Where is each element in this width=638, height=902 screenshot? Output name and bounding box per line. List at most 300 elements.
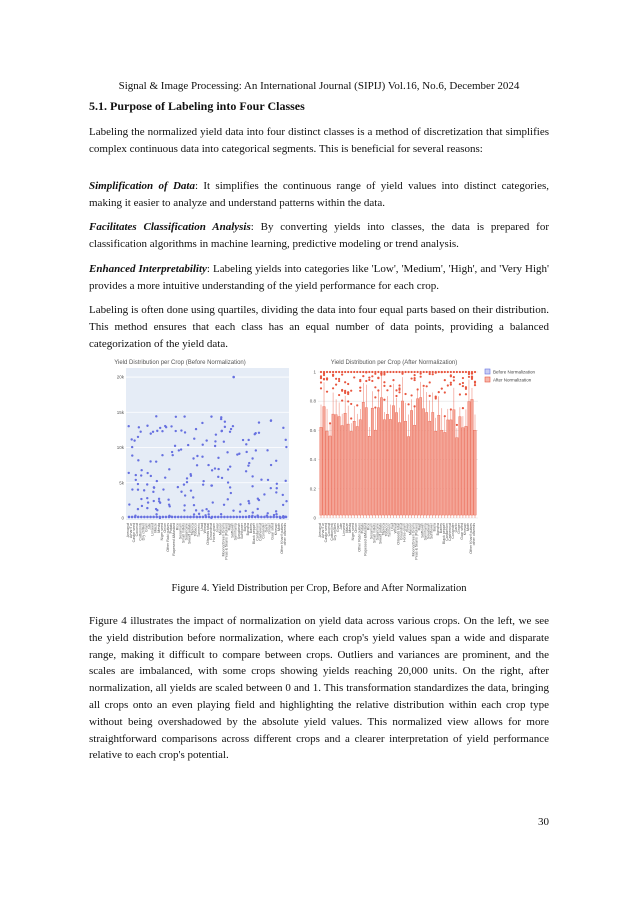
right-box	[320, 427, 322, 515]
right-box	[450, 420, 452, 515]
right-box	[471, 399, 473, 515]
right-outlier	[347, 400, 349, 402]
left-data-point	[217, 468, 219, 470]
left-xtick-label: Safflower	[230, 523, 235, 538]
left-data-point	[239, 503, 241, 505]
left-data-point	[131, 516, 134, 519]
left-data-point	[229, 516, 232, 519]
right-xtick-label: Garlic	[453, 523, 458, 533]
right-xtick-label: Coconut	[327, 523, 332, 537]
left-data-point	[239, 511, 241, 513]
left-data-point	[152, 491, 154, 493]
left-data-point	[232, 425, 234, 427]
right-outlier	[462, 377, 464, 379]
right-outlier	[341, 399, 343, 401]
right-outlier	[441, 371, 443, 373]
left-data-point	[198, 513, 200, 515]
left-data-point	[205, 439, 207, 441]
left-data-point	[195, 428, 197, 430]
right-outlier	[407, 371, 409, 373]
left-data-point	[127, 425, 129, 427]
left-data-point	[193, 437, 195, 439]
right-outlier	[444, 391, 446, 393]
right-outlier	[350, 417, 352, 419]
left-data-point	[247, 464, 249, 466]
right-outlier	[350, 371, 352, 373]
left-data-point	[248, 515, 250, 517]
left-data-point	[180, 429, 182, 431]
right-outlier	[456, 424, 458, 426]
left-data-point	[146, 472, 148, 474]
left-xtick-label: Peas & beans (Pulses)	[224, 523, 229, 560]
right-outlier	[471, 371, 473, 373]
left-data-point	[208, 516, 211, 519]
right-outlier	[374, 406, 376, 408]
right-outlier	[462, 407, 464, 409]
left-data-point	[223, 504, 225, 506]
left-xtick-label: Niger seed	[159, 523, 164, 541]
right-outlier	[353, 371, 355, 373]
right-outlier	[420, 376, 422, 378]
right-box	[398, 423, 400, 515]
right-outlier	[344, 390, 346, 392]
right-outlier	[432, 371, 434, 373]
right-box	[347, 424, 349, 515]
left-data-point	[137, 489, 139, 491]
right-outlier	[344, 381, 346, 383]
right-outlier	[410, 371, 412, 373]
left-data-point	[260, 516, 263, 519]
right-outlier	[395, 389, 397, 391]
left-data-point	[220, 430, 222, 432]
right-outlier	[414, 374, 416, 376]
right-outlier	[438, 391, 440, 393]
right-outlier	[389, 385, 391, 387]
right-outlier	[453, 379, 455, 381]
right-outlier	[377, 377, 379, 379]
left-data-point	[223, 516, 226, 519]
left-data-point	[155, 516, 158, 519]
right-box	[435, 431, 437, 515]
left-data-point	[138, 426, 140, 428]
right-box	[359, 420, 361, 515]
right-xtick-label: Safflower	[420, 523, 425, 538]
left-xtick-label: Oilseeds total	[206, 523, 211, 545]
right-box	[323, 407, 325, 515]
right-outlier	[444, 379, 446, 381]
left-data-point	[167, 499, 169, 501]
left-data-point	[285, 500, 287, 502]
left-data-point	[266, 514, 268, 516]
right-outlier	[323, 371, 325, 373]
right-xtick-label: Oilseeds total	[396, 523, 401, 545]
left-xtick-label: Coriander	[261, 523, 266, 539]
right-outlier	[398, 384, 400, 386]
right-xtick-label: Cotton(lint)	[330, 523, 335, 541]
left-xtick-label: Sugarcane	[184, 523, 189, 541]
right-outlier	[341, 389, 343, 391]
left-data-point	[159, 502, 161, 504]
left-data-point	[276, 483, 278, 485]
left-data-point	[217, 516, 220, 519]
left-xtick-label: Ginger	[267, 523, 272, 534]
left-xtick-label: Cashewnut	[258, 523, 263, 541]
right-box	[344, 413, 346, 515]
left-xtick-label: Tapioca	[190, 523, 195, 536]
right-outlier	[347, 371, 349, 373]
figure-discussion-paragraph: Figure 4 illustrates the impact of normalization on yield data across various crops. On the left, we see the yield distribution before normalization, where each crop's yield values span a wide and disparate range, making it difficult to compare between crops. Outliers and variances are prominent, and the scales are imbalanced, with some crops showing yields reaching 20,000 units. On the right, after normalization, all yields are scaled between 0 and 1. This transformation standardizes the data, bringing all crops onto an even playing field and highlighting the relative distribution within each crop type without being overshadowed by the absolute yield values. This normalized view allows for more straightforward comparisons across different crops and a clearer interpretation of yield performance relative to each crop's potential.	[89, 615, 549, 762]
right-outlier	[398, 391, 400, 393]
left-data-point	[275, 460, 277, 462]
right-outlier	[423, 385, 425, 387]
left-data-point	[175, 430, 177, 432]
left-data-point	[130, 438, 132, 440]
right-xtick-label: Other Kharif pulses	[468, 523, 473, 554]
right-outlier	[320, 387, 322, 389]
right-box	[377, 408, 379, 515]
left-xtick-label: Potato	[169, 523, 174, 534]
left-data-point	[245, 470, 247, 472]
right-outlier	[362, 375, 364, 377]
right-box	[465, 426, 467, 515]
left-data-point	[146, 425, 148, 427]
left-data-point	[258, 432, 260, 434]
left-data-point	[242, 439, 244, 441]
right-outlier	[459, 393, 461, 395]
right-outlier	[429, 371, 431, 373]
right-outlier	[417, 371, 419, 373]
right-box	[447, 420, 449, 515]
left-data-point	[159, 427, 161, 429]
right-xtick-label: Barley	[438, 523, 443, 534]
left-data-point	[141, 505, 143, 507]
left-data-point	[285, 446, 287, 448]
left-data-point	[270, 464, 272, 466]
right-outlier	[347, 391, 349, 393]
left-xtick-label: Garlic	[264, 523, 269, 533]
left-data-point	[257, 498, 259, 500]
left-xtick-label: Sesamum	[178, 523, 183, 540]
left-data-point	[192, 496, 194, 498]
left-data-point	[146, 516, 149, 519]
left-data-point	[156, 509, 158, 511]
right-outlier	[374, 371, 376, 373]
left-data-point	[152, 431, 154, 433]
right-outlier	[438, 371, 440, 373]
right-outlier	[389, 371, 391, 373]
left-data-point	[267, 479, 269, 481]
right-box	[326, 431, 328, 515]
right-outlier	[429, 373, 431, 375]
point-classification	[89, 219, 549, 253]
left-data-point	[164, 476, 166, 478]
left-xtick-label: Other Kharif pulses	[279, 523, 284, 554]
right-chart-title: Yield Distribution per Crop (After Normalization)	[330, 360, 458, 366]
point-text: : Labeling yields into categories like 'Low', 'Medium', 'High', and 'Very High' provides a more intuitive understanding of the yield performance for each crop.	[89, 263, 549, 292]
left-chart-title: Yield Distribution per Crop (Before Normalization)	[114, 360, 246, 366]
right-outlier	[374, 386, 376, 388]
left-data-point	[270, 487, 272, 489]
right-box	[444, 432, 446, 515]
left-data-point	[193, 513, 195, 515]
left-data-point	[251, 485, 253, 487]
left-data-point	[140, 469, 142, 471]
left-xtick-label: Guar seed	[270, 523, 275, 540]
left-data-point	[137, 436, 139, 438]
right-outlier	[377, 389, 379, 391]
right-ytick-label: 1	[313, 369, 316, 375]
right-outlier	[444, 415, 446, 417]
left-data-point	[162, 488, 164, 490]
right-outlier	[338, 380, 340, 382]
right-outlier	[371, 380, 373, 382]
right-outlier	[383, 385, 385, 387]
right-outlier	[359, 379, 361, 381]
left-data-point	[235, 516, 238, 519]
left-data-point	[146, 483, 148, 485]
right-outlier	[338, 371, 340, 373]
left-data-point	[149, 460, 151, 462]
point-text: : It simplifies the continuous range of yield values into distinct categories, making it easier to analyze and understand patterns within the data.	[89, 180, 549, 209]
right-xtick-label: Sunflower	[429, 523, 434, 539]
right-outlier	[359, 371, 361, 373]
left-xtick-label: Castor seed	[132, 523, 137, 543]
left-data-point	[215, 433, 217, 435]
left-data-point	[150, 475, 152, 477]
right-ytick-label: 0.6	[309, 427, 316, 433]
left-max-point	[232, 376, 235, 379]
point-term: Simplification of Data	[89, 180, 195, 192]
right-box	[371, 408, 373, 515]
left-data-point	[221, 477, 223, 479]
right-outlier	[338, 378, 340, 380]
right-box	[422, 409, 424, 515]
right-outlier	[429, 381, 431, 383]
right-outlier	[468, 373, 470, 375]
left-data-point	[165, 516, 168, 519]
right-outlier	[332, 387, 334, 389]
left-data-point	[162, 516, 165, 519]
left-xtick-label: Horse-gram	[212, 523, 217, 542]
right-xtick-label: Arhar/Tur	[321, 523, 326, 539]
left-data-point	[248, 462, 250, 464]
right-outlier	[320, 377, 322, 379]
right-box	[438, 415, 440, 515]
left-xtick-label: Black pepper	[252, 523, 257, 544]
right-xtick-label: Groundnut	[399, 523, 404, 540]
right-box	[416, 399, 418, 515]
right-outlier	[447, 384, 449, 386]
left-data-point	[140, 516, 143, 519]
right-outlier	[386, 389, 388, 391]
left-xtick-label: Rapeseed &Mustard	[172, 523, 177, 556]
left-data-point	[186, 516, 189, 519]
left-data-point	[242, 516, 245, 519]
left-data-point	[137, 508, 139, 510]
right-outlier	[471, 377, 473, 379]
left-data-point	[196, 464, 198, 466]
left-data-point	[183, 516, 186, 519]
right-xtick-label: Linseed	[342, 523, 347, 536]
right-ytick-label: 0	[313, 515, 316, 521]
left-data-point	[224, 421, 226, 423]
right-outlier	[426, 371, 428, 373]
right-outlier	[474, 382, 476, 384]
right-outlier	[450, 382, 452, 384]
left-data-point	[245, 510, 247, 512]
left-data-point	[207, 510, 209, 512]
left-data-point	[133, 439, 135, 441]
right-outlier	[414, 371, 416, 373]
left-data-point	[229, 465, 231, 467]
right-xtick-label: Jute	[339, 523, 344, 530]
right-xtick-label: Sweet potato	[378, 523, 383, 544]
right-outlier	[468, 371, 470, 373]
left-data-point	[238, 453, 240, 455]
left-data-point	[223, 441, 225, 443]
right-outlier	[365, 380, 367, 382]
figure-4	[108, 356, 548, 564]
right-xtick-label: Mesta	[348, 523, 353, 533]
right-outlier	[414, 377, 416, 379]
left-data-point	[282, 504, 284, 506]
right-xtick-label: Bajra	[432, 523, 437, 532]
right-outlier	[347, 383, 349, 385]
left-xtick-label: Tobacco	[193, 523, 198, 537]
right-outlier	[420, 371, 422, 373]
left-data-point	[168, 503, 170, 505]
left-data-point	[232, 509, 234, 511]
right-outlier	[344, 371, 346, 373]
left-data-point	[156, 430, 158, 432]
right-xtick-label: Ginger	[456, 523, 461, 534]
left-plot-area	[126, 368, 289, 520]
left-data-point	[183, 415, 185, 417]
right-outlier	[350, 403, 352, 405]
left-data-point	[282, 427, 284, 429]
left-data-point	[275, 491, 277, 493]
left-data-point	[269, 516, 272, 519]
left-data-point	[140, 498, 142, 500]
left-data-point	[285, 439, 287, 441]
left-data-point	[170, 425, 172, 427]
right-outlier	[392, 379, 394, 381]
right-outlier	[435, 396, 437, 398]
left-data-point	[158, 498, 160, 500]
right-xtick-label: Rice	[366, 523, 371, 531]
right-outlier	[356, 404, 358, 406]
right-outlier	[407, 403, 409, 405]
left-data-point	[168, 515, 170, 517]
left-data-point	[149, 516, 152, 519]
point-term: Facilitates Classification Analysis	[89, 221, 251, 233]
left-data-point	[178, 449, 180, 451]
right-outlier	[404, 393, 406, 395]
right-outlier	[456, 371, 458, 373]
section-title: 5.1. Purpose of Labeling into Four Classes	[89, 99, 305, 113]
left-data-point	[135, 479, 137, 481]
left-data-point	[199, 516, 202, 519]
right-outlier	[335, 384, 337, 386]
left-xtick-label: Sunflower	[239, 523, 244, 539]
right-outlier	[362, 371, 364, 373]
right-outlier	[459, 383, 461, 385]
right-xtick-label: Soyabean	[426, 523, 431, 540]
right-ytick-label: 0.4	[309, 457, 316, 463]
right-outlier	[386, 371, 388, 373]
right-outlier	[462, 371, 464, 373]
left-xtick-label: Sannhamp	[233, 523, 238, 541]
right-outlier	[368, 379, 370, 381]
left-data-point	[192, 516, 195, 519]
left-data-point	[186, 481, 188, 483]
left-data-point	[247, 500, 249, 502]
right-xtick-label: Coriander	[450, 523, 455, 539]
right-outlier	[395, 371, 397, 373]
left-data-point	[171, 454, 173, 456]
left-data-point	[183, 504, 185, 506]
left-data-point	[192, 457, 194, 459]
right-outlier	[429, 395, 431, 397]
left-data-point	[171, 451, 173, 453]
left-data-point	[282, 494, 284, 496]
left-data-point	[245, 451, 247, 453]
right-xtick-label: Sesamum	[369, 523, 374, 540]
left-data-point	[202, 444, 204, 446]
right-xtick-label: Onion	[354, 523, 359, 533]
left-xtick-label: Bajra	[242, 523, 247, 532]
right-outlier	[459, 371, 461, 373]
left-xtick-label: Coconut	[135, 523, 140, 537]
left-data-point	[229, 431, 231, 433]
left-xtick-label: Rice	[175, 523, 180, 531]
left-data-point	[263, 493, 265, 495]
right-xtick-label: Black pepper	[441, 523, 446, 544]
figure-caption: Figure 4. Yield Distribution per Crop, Before and After Normalization	[171, 583, 467, 594]
right-xtick-label: Horse-gram	[402, 523, 407, 542]
right-outlier	[465, 371, 467, 373]
left-data-point	[227, 498, 229, 500]
right-xtick-label: Niger seed	[351, 523, 356, 541]
right-xtick-label: Cashewnut	[447, 523, 452, 541]
left-data-point	[232, 516, 235, 519]
right-xtick-label: Other Rabi pulses	[357, 523, 362, 552]
right-xtick-label: Turmeric	[387, 523, 392, 538]
legend-before: Before Normalization	[493, 369, 536, 375]
right-xtick-label: Tobacco	[384, 523, 389, 537]
left-data-point	[276, 487, 278, 489]
left-data-point	[137, 516, 140, 519]
left-data-point	[267, 512, 269, 514]
left-xtick-label: Masoor	[218, 523, 223, 535]
right-box	[474, 430, 476, 515]
right-box	[425, 412, 427, 515]
left-data-point	[180, 491, 182, 493]
left-data-point	[254, 433, 256, 435]
right-outlier	[414, 379, 416, 381]
left-data-point	[211, 469, 213, 471]
right-xtick-label: Masoor	[408, 523, 413, 535]
left-xtick-label: Moong(Green Gram)	[221, 523, 226, 557]
right-xtick-label: Peas & beans (Pulses)	[414, 523, 419, 560]
right-xtick-label: Gram	[336, 523, 341, 532]
left-data-point	[263, 516, 266, 519]
right-xtick-label: Moong(Green Gram)	[411, 523, 416, 557]
left-data-point	[202, 483, 204, 485]
left-data-point	[207, 513, 209, 515]
right-outlier	[392, 371, 394, 373]
left-data-point	[131, 446, 133, 448]
